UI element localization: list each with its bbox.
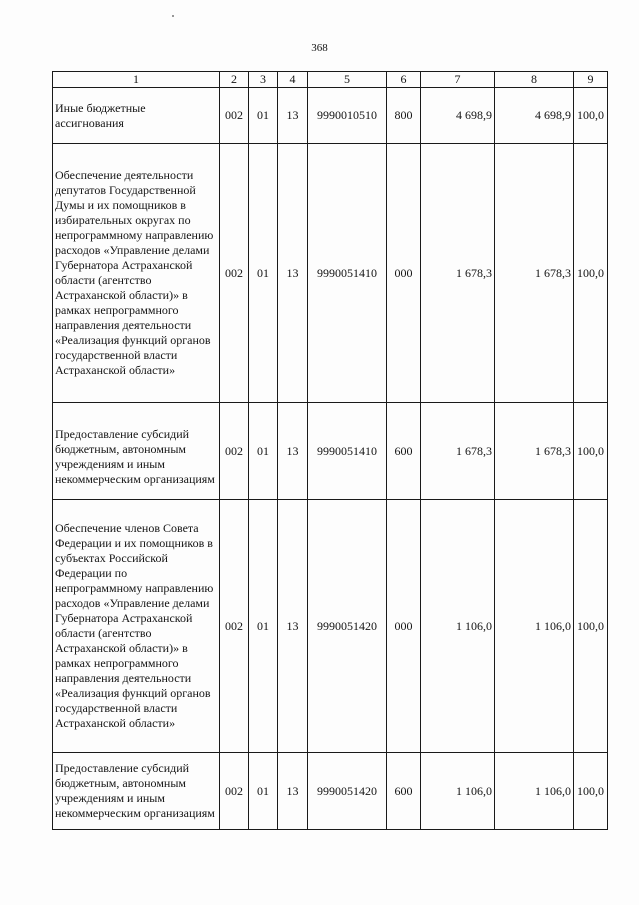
table-row [53,500,608,753]
cell-col7: 1 106,0 [421,753,495,830]
row-description: Обеспечение членов Совета Федерации и их помощников в субъектах Российской Федерации по непрограммному направлению расходов «Управление делами Губернатора Астраханской области (агентство Астраханской области)» в рамках непрограммного направления деятельности «Реализация функций органов государственной власти Астраханской области» [53,500,220,753]
column-header-3: 3 [249,72,278,88]
cell-col3: 01 [249,403,278,500]
table-row [53,144,608,403]
cell-col5: 9990051420 [308,500,387,753]
column-header-6: 6 [387,72,421,88]
cell-col9: 100,0 [574,144,608,403]
cell-col6: 600 [387,403,421,500]
cell-col9: 100,0 [574,88,608,144]
cell-col6: 800 [387,88,421,144]
table-row [53,403,608,500]
cell-col4: 13 [278,88,308,144]
cell-col5: 9990051410 [308,144,387,403]
table-row [53,753,608,830]
cell-col2: 002 [220,500,249,753]
column-header-5: 5 [308,72,387,88]
cell-col3: 01 [249,500,278,753]
row-description: Обеспечение деятельности депутатов Государственной Думы и их помощников в избирательных округах по непрограммному направлению расходов «Управление делами Губернатора Астраханской области (агентство Астраханской области)» в рамках непрограммного направления деятельности «Реализация функций органов государственной власти Астраханской области» [53,144,220,403]
cell-col2: 002 [220,753,249,830]
header-row [53,72,608,88]
cell-col9: 100,0 [574,403,608,500]
cell-col8: 1 106,0 [495,500,574,753]
cell-col4: 13 [278,753,308,830]
scan-speck [172,15,174,17]
cell-col4: 13 [278,500,308,753]
cell-col8: 1 678,3 [495,144,574,403]
cell-col2: 002 [220,88,249,144]
cell-col7: 4 698,9 [421,88,495,144]
cell-col7: 1 678,3 [421,403,495,500]
cell-col7: 1 678,3 [421,144,495,403]
cell-col6: 000 [387,500,421,753]
cell-col2: 002 [220,144,249,403]
table-row [53,88,608,144]
column-header-4: 4 [278,72,308,88]
row-description: Предоставление субсидий бюджетным, автономным учреждениям и иным некоммерческим организациям [53,403,220,500]
column-header-7: 7 [421,72,495,88]
page-number: 368 [311,42,328,54]
cell-col3: 01 [249,144,278,403]
cell-col9: 100,0 [574,753,608,830]
cell-col6: 600 [387,753,421,830]
cell-col9: 100,0 [574,500,608,753]
column-header-8: 8 [495,72,574,88]
column-header-2: 2 [220,72,249,88]
cell-col8: 1 678,3 [495,403,574,500]
row-description: Иные бюджетные ассигнования [53,88,220,144]
column-header-1: 1 [53,72,220,88]
row-description: Предоставление субсидий бюджетным, автономным учреждениям и иным некоммерческим организациям [53,753,220,830]
cell-col8: 1 106,0 [495,753,574,830]
cell-col4: 13 [278,144,308,403]
cell-col5: 9990010510 [308,88,387,144]
cell-col5: 9990051420 [308,753,387,830]
cell-col4: 13 [278,403,308,500]
cell-col3: 01 [249,753,278,830]
cell-col5: 9990051410 [308,403,387,500]
cell-col7: 1 106,0 [421,500,495,753]
cell-col3: 01 [249,88,278,144]
budget-table [52,71,608,830]
cell-col6: 000 [387,144,421,403]
column-header-9: 9 [574,72,608,88]
cell-col2: 002 [220,403,249,500]
cell-col8: 4 698,9 [495,88,574,144]
